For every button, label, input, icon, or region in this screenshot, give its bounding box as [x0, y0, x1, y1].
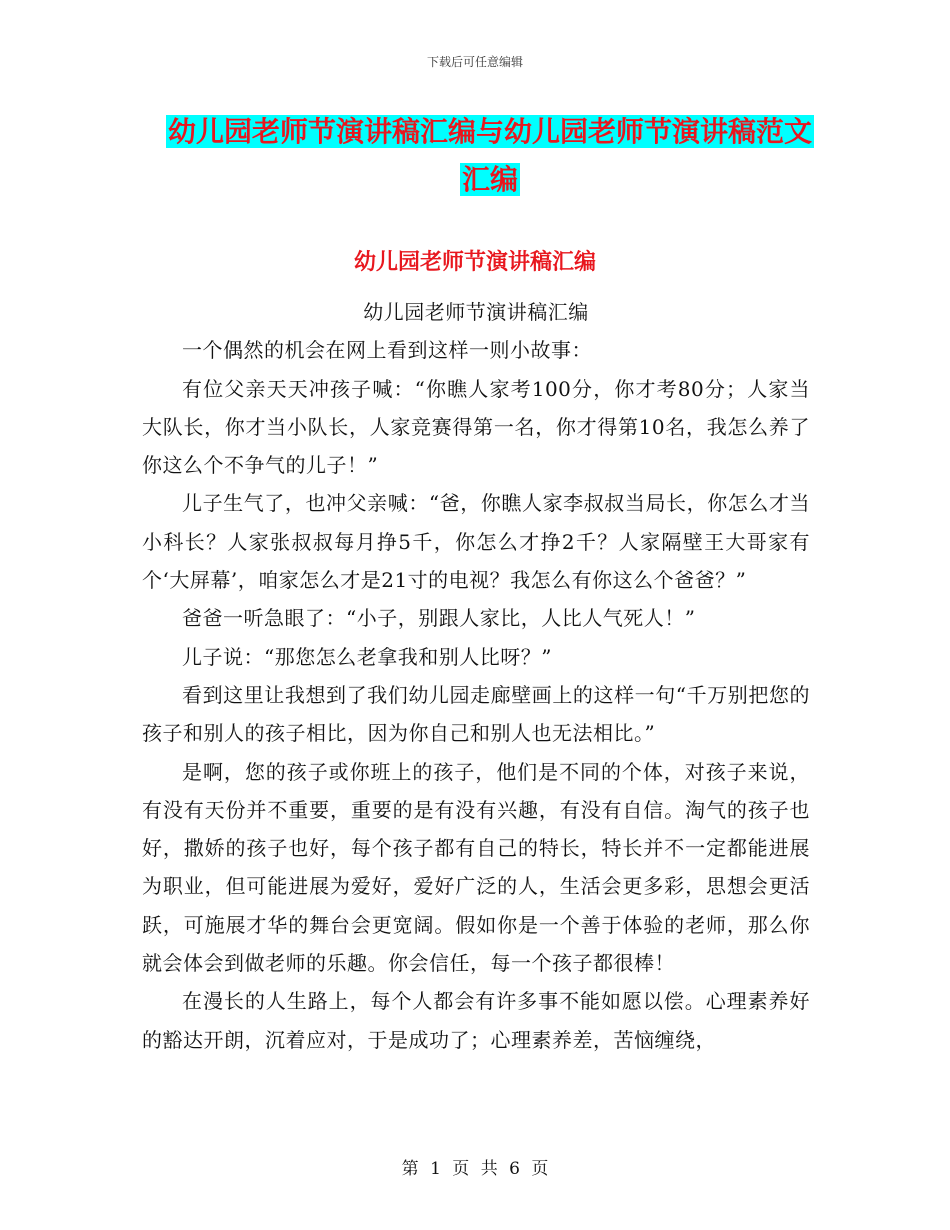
paragraph: 爸爸一听急眼了：“小子，别跟人家比，人比人气死人！” — [182, 606, 696, 631]
paragraph: 儿子说：“那您怎么老拿我和别人比呀？” — [182, 644, 552, 669]
page-number: 第 1 页 共 6 页 — [401, 1159, 549, 1179]
section-title: 幼儿园老师节演讲稿汇编 — [353, 250, 596, 275]
paragraph: 看到这里让我想到了我们幼儿园走廊壁画上的这样一句“千万别把您的孩子和别人的孩子相比，因为你自己和别人也无法相比。” — [142, 682, 810, 746]
paragraph: 一个偶然的机会在网上看到这样一则小故事： — [182, 338, 592, 363]
header-note: 下载后可任意编辑 — [426, 55, 523, 69]
paragraph: 是啊，您的孩子或你班上的孩子，他们是不同的个体，对孩子来说，有没有天份并不重要，重要的是有没有兴趣，有没有自信。淘气的孩子也好，撒娇的孩子也好，每个孩子都有自己的特长，特长并不一定都能进展为职业，但可能进展为爱好，爱好广泛的人，生活会更多彩，思想会更活跃，可施展才华的舞台会更宽阔。假如你是一个善于体验的老师，那么你就会体会到做老师的乐趣。你会信任，每一个孩子都很棒！ — [142, 759, 810, 976]
paragraph: 儿子生气了，也冲父亲喊：“爸，你瞧人家李叔叔当局长，你怎么才当小科长？人家张叔叔每月挣5千，你怎么才挣2千？人家隔壁王大哥家有个‘大屏幕’，咱家怎么才是21寸的电视？我怎么有你这么个爸爸？” — [142, 491, 810, 593]
paragraph: 幼儿园老师节演讲稿汇编 — [363, 300, 589, 324]
document-title-line-1: 幼儿园老师节演讲稿汇编与幼儿园老师节演讲稿范文 — [167, 115, 812, 148]
document-title-line-2: 汇编 — [461, 163, 518, 196]
body-text — [142, 293, 810, 1059]
document-title — [140, 108, 840, 204]
paragraph: 在漫长的人生路上，每个人都会有许多事不能如愿以偿。心理素养好的豁达开朗，沉着应对，于是成功了；心理素养差，苦恼缠绕， — [142, 989, 810, 1052]
paragraph: 有位父亲天天冲孩子喊：“你瞧人家考100分，你才考80分；人家当大队长，你才当小队长，人家竞赛得第一名，你才得第10名，我怎么养了你这么个不争气的儿子！” — [142, 376, 810, 478]
